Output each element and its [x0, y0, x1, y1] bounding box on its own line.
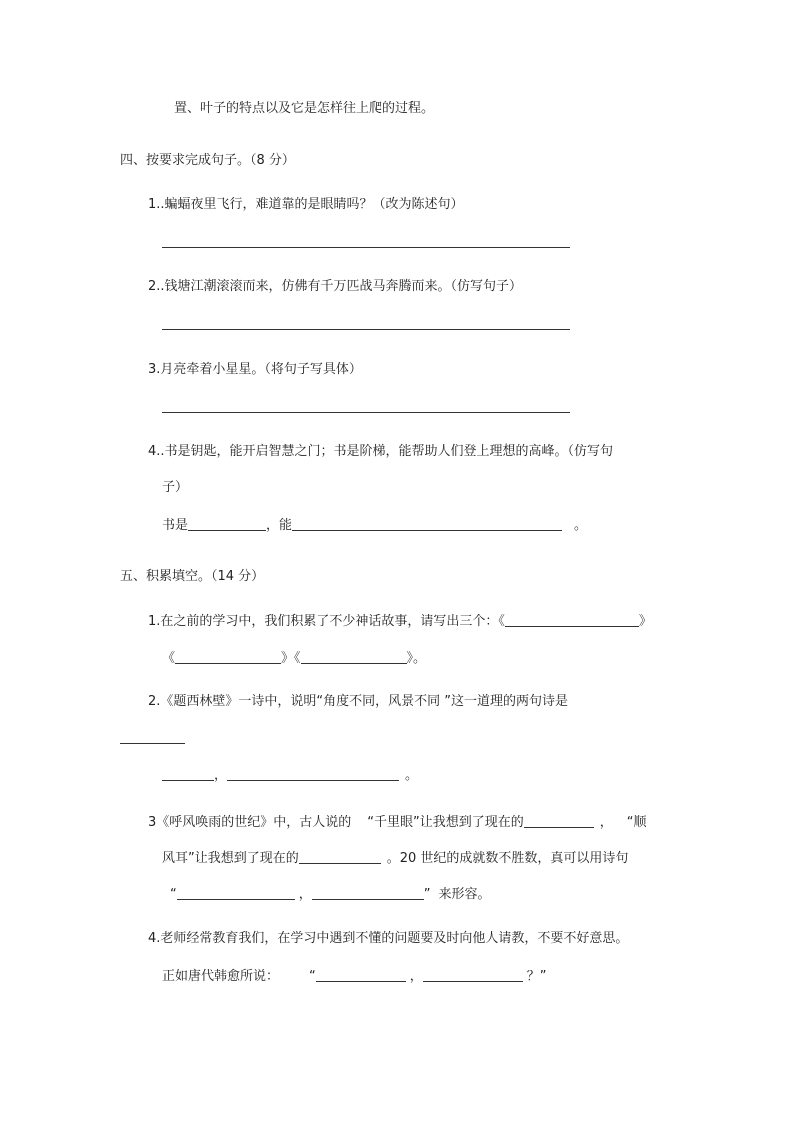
section5-q4-line1: 4.老师经常教育我们，在学习中遇到不懂的问题要及时向他人请教，不要不好意思。 — [148, 931, 629, 946]
answer-line-q3[interactable] — [162, 412, 570, 413]
myth-blank-2[interactable] — [175, 650, 281, 664]
section5-q2-line2 — [162, 767, 418, 784]
q4-end: ？” — [526, 969, 547, 984]
verse-blank-2[interactable] — [312, 886, 424, 900]
q2-comma: ， — [214, 768, 228, 783]
section5-q1-line1 — [148, 613, 652, 630]
q3-tail: 来形容。 — [438, 887, 491, 902]
q1-open-bracket: 《 — [162, 651, 176, 666]
q3-text-a: 3《呼风唤雨的世纪》中，古人说的 — [148, 815, 352, 830]
section5-heading: 五、积累填空。（14 分） — [120, 569, 265, 584]
answer-line-q2[interactable] — [162, 329, 570, 330]
q3-open-quote: “ — [170, 887, 177, 902]
section4-heading: 四、按要求完成句子。（8 分） — [120, 153, 295, 168]
intro-line: 置、叶子的特点以及它是怎样往上爬的过程。 — [174, 101, 435, 116]
q1-close-bracket: 》 — [638, 614, 652, 629]
section4-q4-line1: 4..书是钥匙，能开启智慧之门；书是阶梯，能帮助人们登上理想的高峰。（仿写句 — [148, 444, 614, 459]
q4-text: 正如唐代韩愈所说： — [162, 969, 280, 984]
q4-blank-1[interactable] — [188, 517, 266, 531]
q4-comma: ， — [409, 969, 423, 984]
myth-blank-3[interactable] — [301, 650, 407, 664]
section5-q4-line2 — [162, 968, 547, 985]
section4-q3: 3.月亮牵着小星星。（将句子写具体） — [148, 362, 362, 377]
q4-end: 。 — [574, 518, 588, 533]
answer-line-q1[interactable] — [162, 247, 570, 248]
quote-blank-2[interactable] — [423, 968, 523, 982]
section4-q4-answer — [162, 517, 587, 534]
section5-q3-line1 — [148, 814, 647, 831]
q4-open-quote: “ — [309, 969, 316, 984]
quote-blank-1[interactable] — [316, 968, 406, 982]
section5-q1-line2 — [162, 650, 426, 667]
q3-text-b: “千里眼”让我想到了现在的 — [367, 815, 524, 830]
tech-blank-2[interactable] — [299, 850, 381, 864]
q4-comma: ，能 — [266, 518, 293, 533]
q3-text-f: 。20 世纪的成就数不胜数，真可以用诗句 — [386, 851, 629, 866]
poem-blank-overflow[interactable] — [120, 743, 185, 744]
q1-mid-brackets: 》《 — [281, 651, 301, 666]
poem-blank-1[interactable] — [162, 767, 214, 781]
verse-blank-1[interactable] — [177, 886, 295, 900]
section5-q3-line3 — [170, 886, 491, 903]
q3-text-e: 风耳”让我想到了现在的 — [162, 851, 299, 866]
section5-q3-line2 — [162, 850, 628, 867]
q1-end: 》。 — [406, 651, 427, 666]
q4-blank-2[interactable] — [292, 517, 562, 531]
section4-q4-line2: 子） — [162, 480, 189, 495]
q3-verse-comma: ， — [298, 887, 312, 902]
q2-end: 。 — [405, 768, 419, 783]
section5-q2-line1: 2.《题西林壁》一诗中，说明“角度不同，风景不同 ”这一道理的两句诗是 — [148, 694, 569, 709]
q3-text-d: “顺 — [626, 815, 647, 830]
section4-q2: 2..钱塘江潮滚滚而来，仿佛有千万匹战马奔腾而来。（仿写句子） — [148, 279, 523, 294]
poem-blank-2[interactable] — [227, 767, 399, 781]
tech-blank-1[interactable] — [524, 814, 594, 828]
q3-comma: ， — [599, 815, 613, 830]
q1-text: 1.在之前的学习中，我们积累了不少神话故事，请写出三个：《 — [148, 614, 505, 629]
myth-blank-1[interactable] — [505, 613, 639, 627]
q4-prefix: 书是 — [162, 518, 189, 533]
section4-q1: 1..蝙蝠夜里飞行，难道靠的是眼睛吗？（改为陈述句） — [148, 197, 464, 212]
q3-close-quote: ” — [423, 887, 431, 902]
